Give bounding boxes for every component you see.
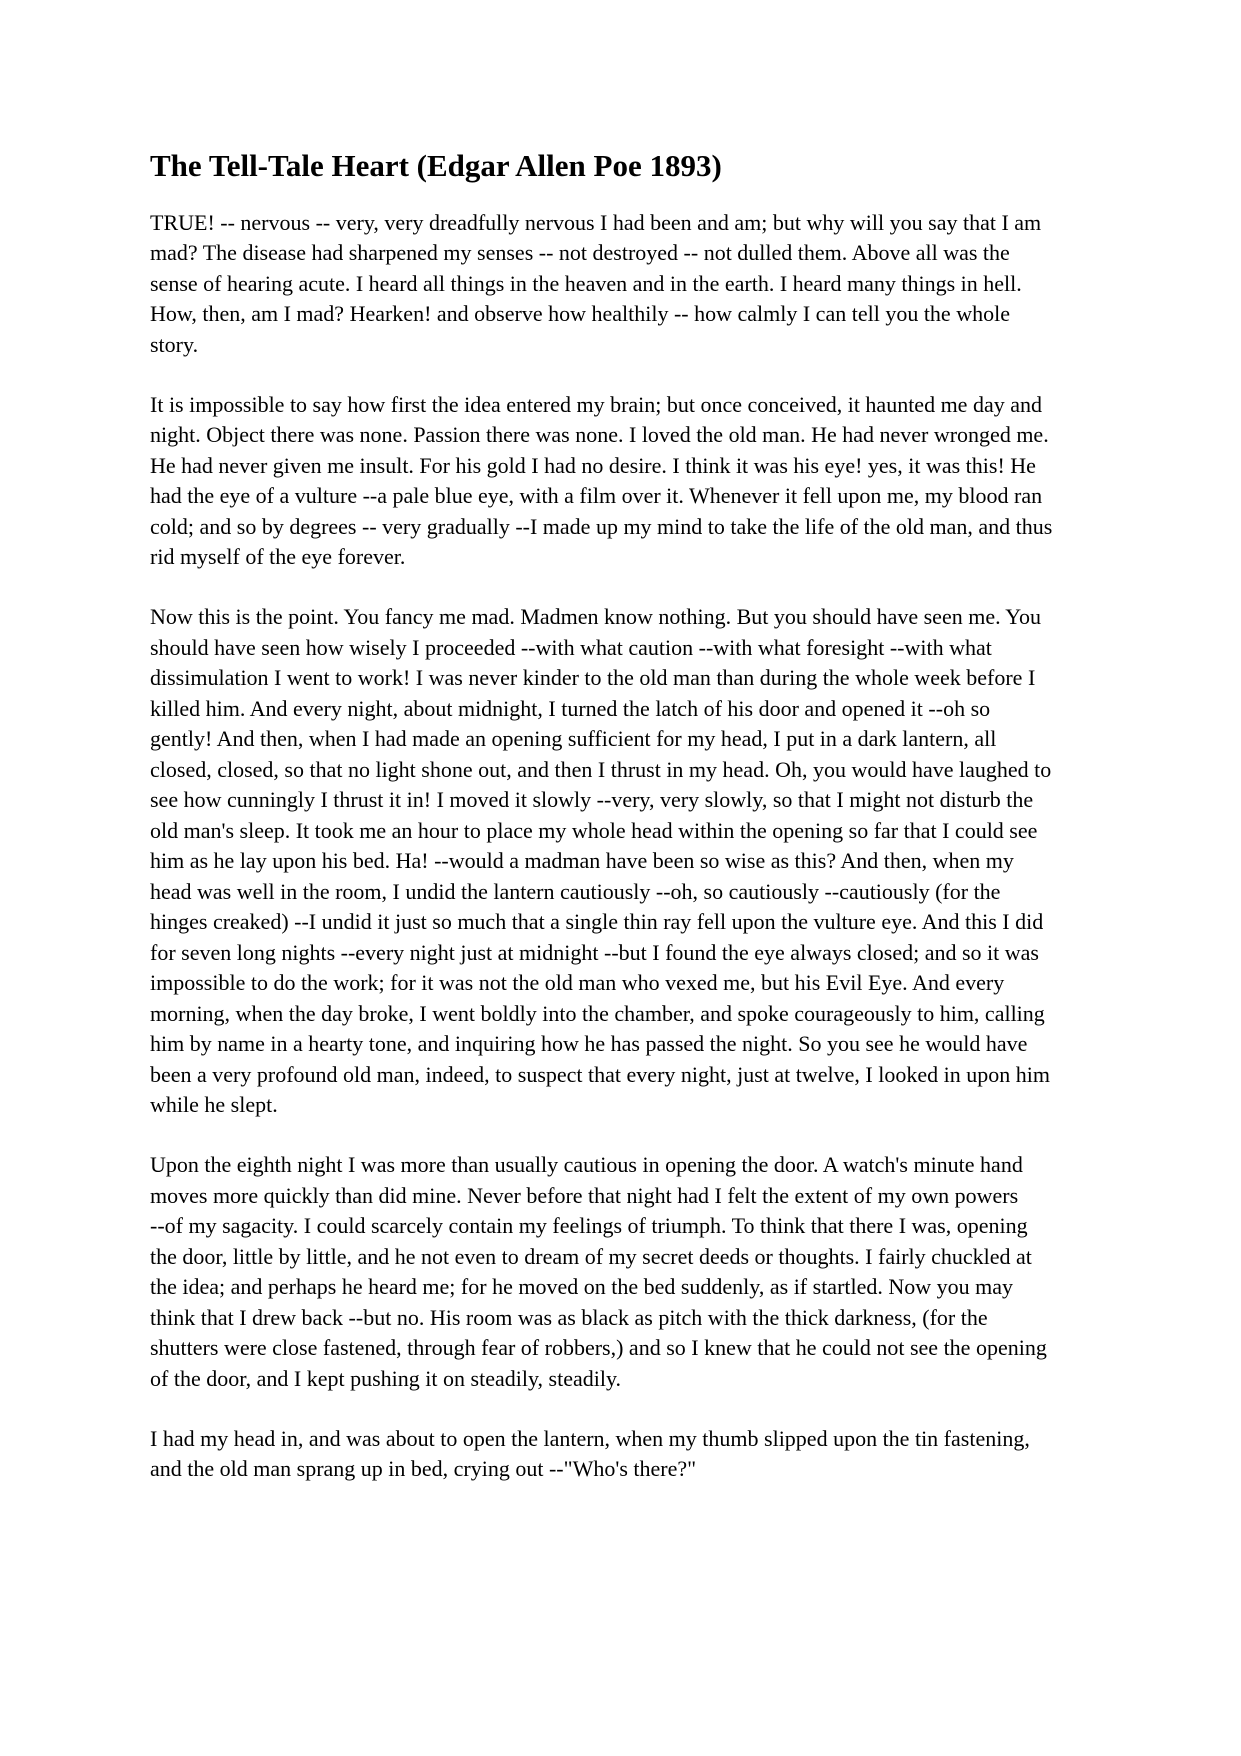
text-line: cold; and so by degrees -- very gradually --I made up my mind to take the life of the old man, and thus [150,513,1053,539]
paragraph [150,1424,1095,1485]
text-line: I had my head in, and was about to open the lantern, when my thumb slipped upon the tin fastening, [150,1425,1030,1451]
text-line: --of my sagacity. I could scarcely contain my feelings of triumph. To think that there I was, opening [150,1213,1028,1239]
text-line: shutters were close fastened, through fear of robbers,) and so I knew that he could not see the opening [150,1335,1047,1361]
text-line: had the eye of a vulture --a pale blue eye, with a film over it. Whenever it fell upon me, my blood ran [150,483,1043,509]
text-line: and the old man sprang up in bed, crying out --"Who's there?" [150,1456,697,1482]
text-line: think that I drew back --but no. His room was as black as pitch with the thick darkness, (for the [150,1304,988,1330]
text-line: see how cunningly I thrust it in! I moved it slowly --very, very slowly, so that I might not disturb the [150,787,1034,813]
text-line: impossible to do the work; for it was not the old man who vexed me, but his Evil Eye. And every [150,970,1005,996]
text-line: TRUE! -- nervous -- very, very dreadfully nervous I had been and am; but why will you say that I am [150,209,1042,235]
paragraph [150,1150,1095,1394]
text-line: of the door, and I kept pushing it on steadily, steadily. [150,1365,622,1391]
paragraph [150,208,1095,361]
text-line: while he slept. [150,1092,278,1118]
text-line: rid myself of the eye forever. [150,544,406,570]
text-line: He had never given me insult. For his gold I had no desire. I think it was his eye! yes, it was this! He [150,452,1036,478]
page-title: The Tell-Tale Heart (Edgar Allen Poe 1893) [150,148,722,183]
text-line: the door, little by little, and he not even to dream of my secret deeds or thoughts. I fairly chuckled at [150,1243,1032,1269]
text-line: sense of hearing acute. I heard all things in the heaven and in the earth. I heard many things in hell. [150,270,1022,296]
text-line: should have seen how wisely I proceeded --with what caution --with what foresight --with what [150,634,992,660]
text-line: for seven long nights --every night just at midnight --but I found the eye always closed; and so it was [150,939,1039,965]
text-line: story. [150,331,199,357]
text-line: been a very profound old man, indeed, to suspect that every night, just at twelve, I looked in upon him [150,1061,1050,1087]
text-line: old man's sleep. It took me an hour to place my whole head within the opening so far that I could see [150,817,1038,843]
text-line: moves more quickly than did mine. Never before that night had I felt the extent of my own powers [150,1182,1019,1208]
text-line: him by name in a hearty tone, and inquiring how he has passed the night. So you see he would have [150,1031,1028,1057]
paragraph [150,602,1095,1121]
text-line: dissimulation I went to work! I was never kinder to the old man than during the whole week before I [150,665,1036,691]
text-line: gently! And then, when I had made an opening sufficient for my head, I put in a dark lantern, all [150,726,997,752]
text-line: the idea; and perhaps he heard me; for he moved on the bed suddenly, as if startled. Now you may [150,1274,1014,1300]
text-line: hinges creaked) --I undid it just so much that a single thin ray fell upon the vulture eye. And this I did [150,909,1044,935]
text-line: Now this is the point. You fancy me mad. Madmen know nothing. But you should have seen me. You [150,604,1041,630]
text-line: him as he lay upon his bed. Ha! --would a madman have been so wise as this? And then, when my [150,848,1014,874]
text-line: How, then, am I mad? Hearken! and observe how healthily -- how calmly I can tell you the whole [150,301,1010,327]
text-line: killed him. And every night, about midnight, I turned the latch of his door and opened it --oh so [150,695,991,721]
text-line: It is impossible to say how first the idea entered my brain; but once conceived, it haunted me day and [150,391,1042,417]
paragraph [150,390,1095,573]
text-line: closed, closed, so that no light shone out, and then I thrust in my head. Oh, you would have laughed to [150,756,1052,782]
text-line: Upon the eighth night I was more than usually cautious in opening the door. A watch's minute hand [150,1152,1023,1178]
text-line: mad? The disease had sharpened my senses -- not destroyed -- not dulled them. Above all was the [150,240,1010,266]
document-body [150,148,1095,1514]
text-line: night. Object there was none. Passion there was none. I loved the old man. He had never wronged me. [150,422,1049,448]
paragraph-list [150,208,1095,1485]
text-line: morning, when the day broke, I went boldly into the chamber, and spoke courageously to him, calling [150,1000,1045,1026]
text-line: head was well in the room, I undid the lantern cautiously --oh, so cautiously --cautiously (for the [150,878,1001,904]
